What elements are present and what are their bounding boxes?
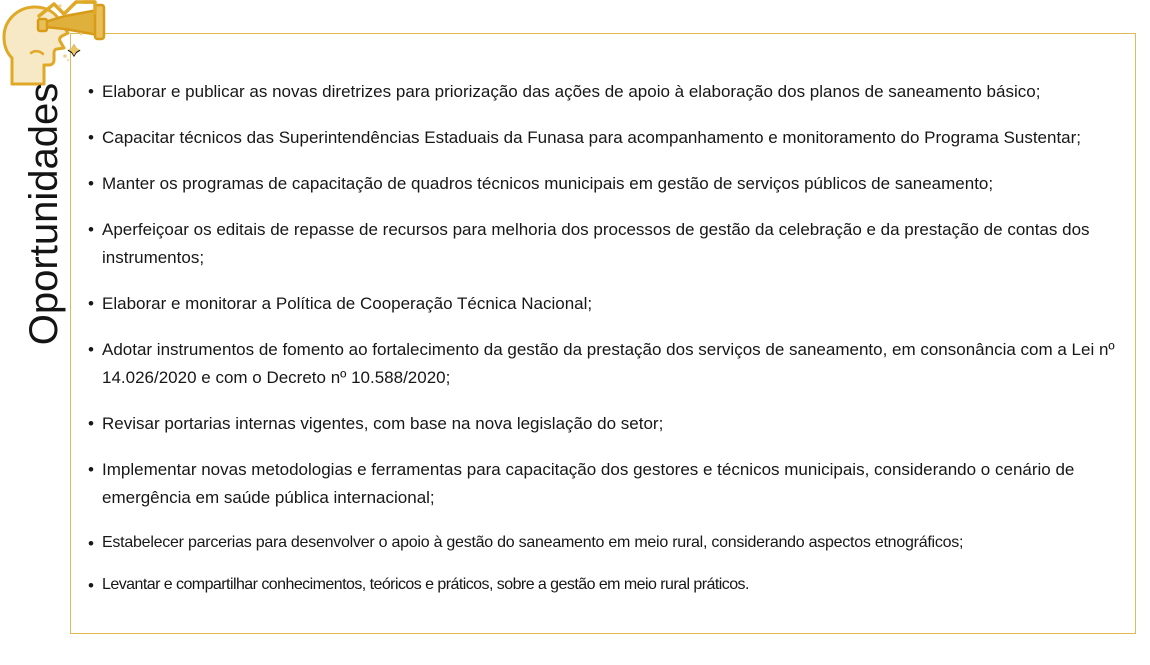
bullet-marker: • [88,576,94,595]
left-rail [0,0,112,665]
bullet-marker: • [88,534,94,553]
list-item [88,290,1130,318]
bullet-marker: • [88,174,94,193]
list-item-text: Adotar instrumentos de fomento ao fortalecimento da gestão da prestação dos serviços de saneamento, em consonância com a Lei nº 14.026/2020 e com o Decreto nº 10.588/2020; [102,340,1115,387]
list-item-text: Implementar novas metodologias e ferramentas para capacitação dos gestores e técnicos municipais, considerando o cenário de emergência em saúde pública internacional; [102,460,1075,507]
list-item-text: Capacitar técnicos das Superintendências Estaduais da Funasa para acompanhamento e monitoramento do Programa Sustentar; [102,128,1082,147]
bullet-marker: • [88,340,94,359]
bullet-marker: • [88,128,94,147]
bullet-marker: • [88,82,94,101]
list-item-text: Revisar portarias internas vigentes, com base na nova legislação do setor; [102,414,664,433]
list-item [88,124,1130,152]
list-item-text: Elaborar e monitorar a Política de Cooperação Técnica Nacional; [102,294,593,313]
list-item [88,410,1130,438]
list-item-text: Aperfeiçoar os editais de repasse de recursos para melhoria dos processos de gestão da celebração e da prestação de contas dos instrumentos; [102,220,1090,267]
list-item [88,572,1130,598]
list-item [88,78,1130,106]
opportunities-list [88,78,1130,612]
list-item [88,216,1130,272]
list-item-text: Elaborar e publicar as novas diretrizes para priorização das ações de apoio à elaboração dos planos de saneamento básico; [102,82,1041,101]
bullet-marker: • [88,294,94,313]
bullet-marker: • [88,414,94,433]
list-item [88,456,1130,512]
list-item [88,530,1130,556]
list-item-text: Estabelecer parcerias para desenvolver o apoio à gestão do saneamento em meio rural, considerando aspectos etnográficos; [102,534,964,551]
list-item-text: Manter os programas de capacitação de quadros técnicos municipais em gestão de serviços públicos de saneamento; [102,174,994,193]
list-item [88,170,1130,198]
bullet-marker: • [88,220,94,239]
bullet-marker: • [88,460,94,479]
list-item [88,336,1130,392]
page-title: Oportunidades [21,82,66,346]
list-item-text: Levantar e compartilhar conhecimentos, teóricos e práticos, sobre a gestão em meio rural práticos. [102,576,749,593]
